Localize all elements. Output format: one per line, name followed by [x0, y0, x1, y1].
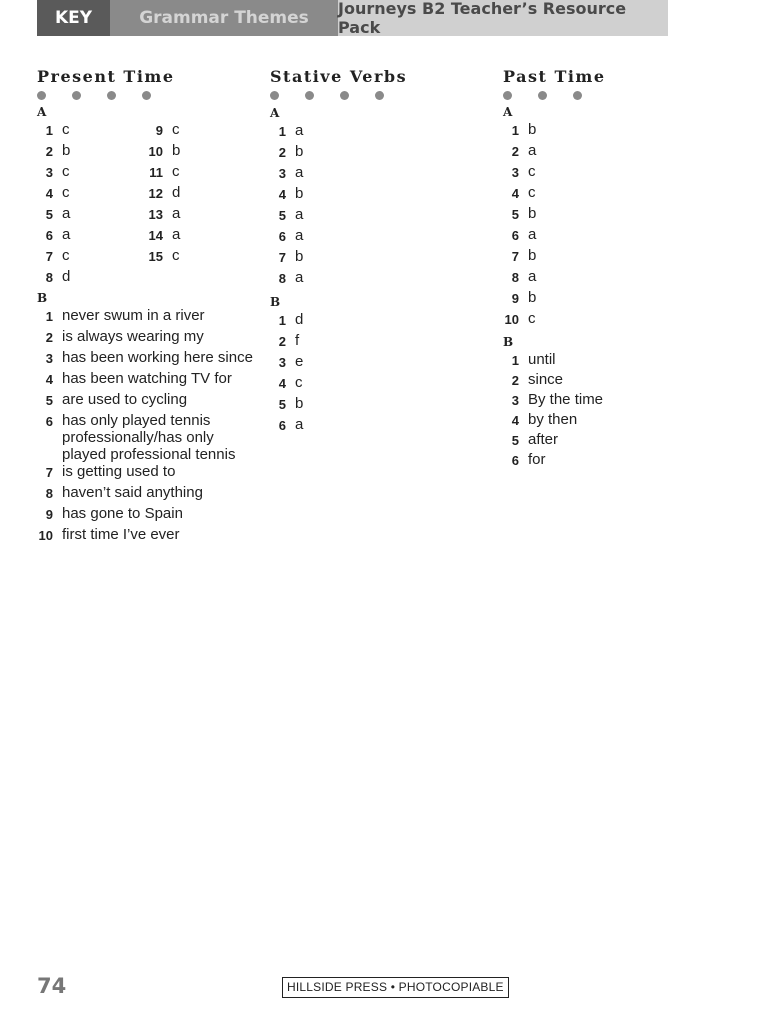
question-number: 6 — [278, 418, 286, 433]
theme-tab — [110, 0, 338, 36]
answer-text: never swum in a river — [62, 307, 205, 324]
answer-row — [503, 289, 713, 310]
answer-row — [37, 349, 257, 370]
answer-row — [270, 143, 480, 164]
answer-text: has only played tennis professionally/has only played professional tennis — [62, 412, 236, 463]
answer-text: b — [528, 289, 537, 306]
answer-row — [503, 411, 713, 431]
answer-text: a — [295, 227, 304, 244]
section-present-time — [37, 66, 257, 547]
answer-row — [37, 505, 257, 526]
answer-list — [270, 311, 480, 437]
key-tab — [37, 0, 110, 36]
answer-row — [147, 142, 257, 163]
answer-row — [37, 205, 147, 226]
answer-text: a — [295, 269, 304, 286]
bullet-dot-icon — [305, 91, 314, 100]
publisher-notice: HILLSIDE PRESS • PHOTOCOPIABLE — [282, 977, 509, 998]
answer-text: after — [528, 431, 559, 448]
answer-row — [147, 184, 257, 205]
answer-row — [270, 122, 480, 143]
answer-text: c — [172, 247, 180, 264]
question-number: 3 — [278, 166, 286, 181]
answer-row — [503, 163, 713, 184]
question-number: 1 — [45, 123, 53, 138]
question-number: 9 — [511, 291, 519, 306]
question-number: 2 — [45, 330, 53, 345]
answer-text: b — [528, 247, 537, 264]
answer-row — [270, 395, 480, 416]
answer-text: d — [62, 268, 71, 285]
answer-text: a — [295, 206, 304, 223]
bullet-dot-icon — [573, 91, 582, 100]
question-number: 8 — [45, 486, 53, 501]
answer-text: for — [528, 451, 546, 468]
question-number: 4 — [511, 186, 519, 201]
answer-text: c — [62, 121, 70, 138]
answer-text: has been working here since — [62, 349, 253, 366]
answer-row — [37, 247, 147, 268]
section-title: Present Time — [37, 67, 175, 86]
answer-text: a — [295, 122, 304, 139]
question-number: 13 — [148, 207, 163, 222]
question-number: 2 — [511, 144, 519, 159]
answer-row — [270, 206, 480, 227]
question-number: 4 — [278, 187, 286, 202]
question-number: 6 — [278, 229, 286, 244]
bullet-dot-icon — [142, 91, 151, 100]
answer-row — [270, 374, 480, 395]
answer-text: a — [172, 205, 181, 222]
answer-text: are used to cycling — [62, 391, 188, 408]
answer-text: has gone to Spain — [62, 505, 183, 522]
answer-text: c — [528, 310, 536, 327]
answer-text: b — [528, 205, 537, 222]
page-number: 74 — [37, 974, 67, 998]
answer-row — [503, 431, 713, 451]
answer-row — [503, 121, 713, 142]
question-number: 6 — [511, 228, 519, 243]
question-number: 7 — [278, 250, 286, 265]
question-number: 8 — [278, 271, 286, 286]
answer-text: b — [295, 395, 304, 412]
answer-text: c — [62, 163, 70, 180]
key-label: KEY — [54, 8, 93, 28]
section-dots — [270, 89, 480, 101]
answer-row — [37, 370, 257, 391]
answer-row — [503, 351, 713, 371]
bullet-dot-icon — [72, 91, 81, 100]
question-number: 7 — [45, 249, 53, 264]
answer-text: c — [528, 184, 536, 201]
question-number: 4 — [45, 372, 53, 387]
answer-row — [503, 268, 713, 289]
question-number: 6 — [45, 414, 53, 429]
question-number: 7 — [511, 249, 519, 264]
part-label: A — [37, 105, 47, 119]
answer-text: a — [528, 268, 537, 285]
answer-row — [37, 226, 147, 247]
question-number: 4 — [278, 376, 286, 391]
part-label: B — [270, 295, 281, 309]
question-number: 9 — [155, 123, 163, 138]
answer-list — [37, 121, 147, 289]
answer-text: b — [295, 248, 304, 265]
part-label: B — [37, 291, 48, 305]
section-title: Stative Verbs — [270, 67, 408, 86]
question-number: 3 — [45, 165, 53, 180]
answer-row — [147, 226, 257, 247]
answer-row — [37, 412, 257, 463]
question-number: 2 — [278, 145, 286, 160]
question-number: 5 — [45, 207, 53, 222]
question-number: 6 — [45, 228, 53, 243]
question-number: 5 — [511, 207, 519, 222]
answer-row — [147, 163, 257, 184]
answer-row — [37, 463, 257, 484]
part-label: B — [503, 335, 514, 349]
bullet-dot-icon — [270, 91, 279, 100]
question-number: 2 — [45, 144, 53, 159]
answer-text: is always wearing my — [62, 328, 204, 345]
bullet-dot-icon — [375, 91, 384, 100]
question-number: 1 — [511, 123, 519, 138]
question-number: 3 — [278, 355, 286, 370]
answer-row — [503, 451, 713, 471]
answer-row — [503, 247, 713, 268]
answer-list — [503, 351, 713, 471]
answer-text: c — [528, 163, 536, 180]
section-title: Past Time — [503, 67, 606, 86]
question-number: 15 — [148, 249, 163, 264]
answer-text: a — [528, 226, 537, 243]
question-number: 5 — [511, 433, 519, 448]
answer-text: has been watching TV for — [62, 370, 232, 387]
answer-text: a — [295, 416, 304, 433]
answer-text: By the time — [528, 391, 604, 408]
book-title: Journeys B2 Teacher’s Resource Pack — [338, 0, 627, 37]
section-dots — [503, 89, 713, 101]
answer-text: d — [295, 311, 304, 328]
answer-text: c — [62, 184, 70, 201]
answer-row — [37, 163, 147, 184]
question-number: 8 — [511, 270, 519, 285]
answer-text: is getting used to — [62, 463, 176, 480]
answer-row — [270, 248, 480, 269]
question-number: 10 — [38, 528, 53, 543]
answer-row — [270, 353, 480, 374]
question-number: 1 — [511, 353, 519, 368]
question-number: 10 — [504, 312, 519, 327]
question-number: 10 — [148, 144, 163, 159]
answer-row — [37, 391, 257, 412]
answer-list — [147, 121, 257, 289]
answer-row — [37, 268, 147, 289]
question-number: 9 — [45, 507, 53, 522]
question-number: 6 — [511, 453, 519, 468]
question-number: 14 — [148, 228, 163, 243]
question-number: 5 — [278, 208, 286, 223]
answer-row — [37, 184, 147, 205]
answer-row — [503, 205, 713, 226]
part-label: A — [270, 106, 280, 120]
question-number: 1 — [278, 313, 286, 328]
part-label: A — [503, 105, 513, 119]
answer-text: d — [172, 184, 181, 201]
answer-row — [270, 311, 480, 332]
answer-row — [37, 121, 147, 142]
answer-row — [270, 269, 480, 290]
answer-row — [503, 310, 713, 331]
answer-list — [503, 121, 713, 331]
answer-text: since — [528, 371, 564, 388]
answer-text: c — [172, 121, 180, 138]
answer-text: b — [62, 142, 71, 159]
answer-text: haven’t said anything — [62, 484, 203, 501]
answer-text: c — [172, 163, 180, 180]
answer-text: a — [62, 226, 71, 243]
answer-list — [37, 307, 257, 547]
answer-list — [270, 122, 480, 290]
answer-row — [270, 185, 480, 206]
question-number: 5 — [45, 393, 53, 408]
answer-text: a — [172, 226, 181, 243]
answer-text: by then — [528, 411, 578, 428]
section-dots — [37, 89, 257, 101]
answer-row — [147, 121, 257, 142]
answer-text: e — [295, 353, 304, 370]
answer-row — [37, 526, 257, 547]
answer-text: c — [295, 374, 303, 391]
answer-grid — [37, 121, 257, 289]
question-number: 7 — [45, 465, 53, 480]
answer-row — [37, 328, 257, 349]
answer-row — [270, 164, 480, 185]
bullet-dot-icon — [340, 91, 349, 100]
question-number: 2 — [511, 373, 519, 388]
answer-text: a — [528, 142, 537, 159]
answer-row — [503, 142, 713, 163]
question-number: 5 — [278, 397, 286, 412]
answer-row — [270, 227, 480, 248]
answer-row — [270, 332, 480, 353]
bullet-dot-icon — [37, 91, 46, 100]
bullet-dot-icon — [538, 91, 547, 100]
answer-text: until — [528, 351, 556, 368]
question-number: 4 — [45, 186, 53, 201]
question-number: 2 — [278, 334, 286, 349]
question-number: 3 — [45, 351, 53, 366]
bullet-dot-icon — [107, 91, 116, 100]
answer-text: a — [295, 164, 304, 181]
question-number: 3 — [511, 393, 519, 408]
answer-text: first time I’ve ever — [62, 526, 180, 543]
answer-text: b — [528, 121, 537, 138]
answer-text: f — [295, 332, 300, 349]
section-stative-verbs — [270, 66, 480, 437]
answer-row — [503, 226, 713, 247]
book-title-bar — [338, 0, 668, 36]
question-number: 1 — [45, 309, 53, 324]
answer-row — [147, 205, 257, 226]
question-number: 3 — [511, 165, 519, 180]
answer-row — [503, 371, 713, 391]
answer-text: b — [295, 143, 304, 160]
theme-label: Grammar Themes — [139, 8, 309, 28]
section-past-time — [503, 66, 713, 471]
answer-row — [147, 247, 257, 268]
question-number: 12 — [148, 186, 163, 201]
answer-text: c — [62, 247, 70, 264]
answer-text: a — [62, 205, 71, 222]
answer-row — [270, 416, 480, 437]
answer-text: b — [295, 185, 304, 202]
answer-row — [503, 391, 713, 411]
answer-row — [503, 184, 713, 205]
answer-text: b — [172, 142, 181, 159]
bullet-dot-icon — [503, 91, 512, 100]
answer-row — [37, 142, 147, 163]
question-number: 4 — [511, 413, 519, 428]
answer-row — [37, 307, 257, 328]
question-number: 11 — [149, 165, 163, 180]
question-number: 8 — [45, 270, 53, 285]
answer-row — [37, 484, 257, 505]
question-number: 1 — [278, 124, 286, 139]
